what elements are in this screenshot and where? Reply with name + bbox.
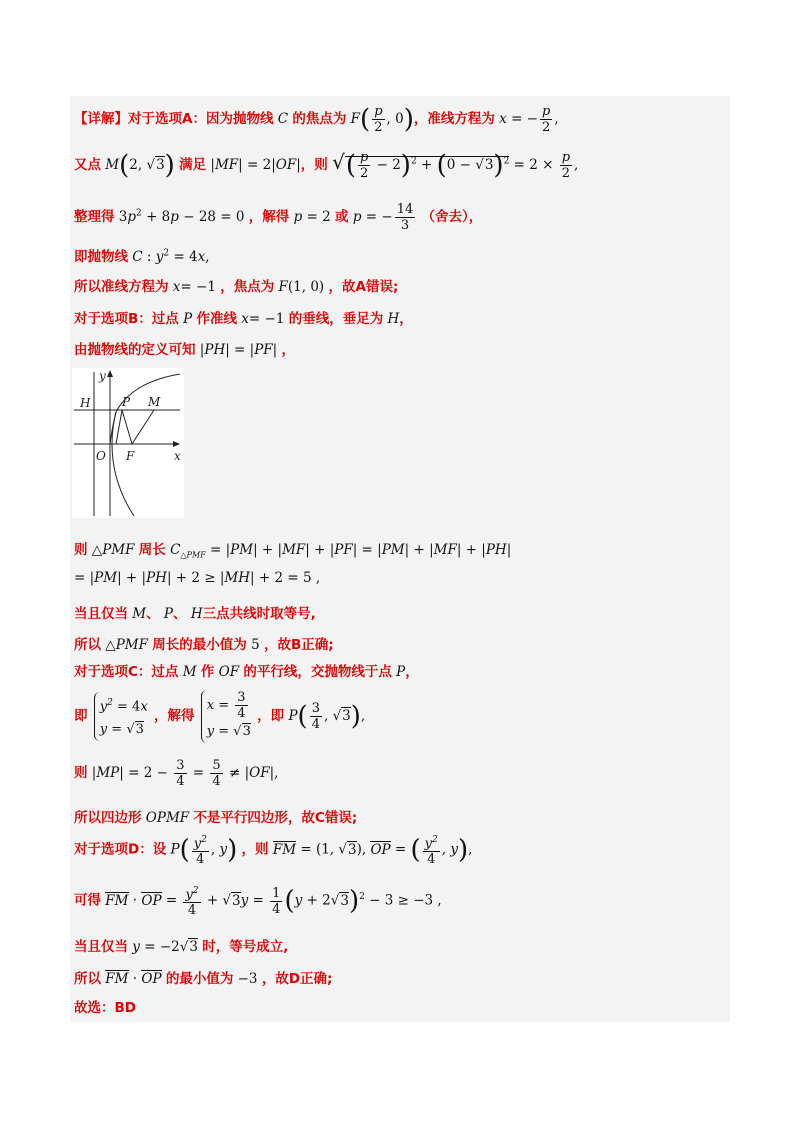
label-m: M: [148, 395, 161, 409]
line-7: 由抛物线的定义可知 |PH| = |PF| ，: [74, 342, 296, 358]
figure-background: [72, 368, 184, 518]
label-o: O: [96, 449, 106, 463]
line-3: 整理得 $3p^2 + 8p - 28 = 0$ ，解得 p = 2 或 p = − $\frac{14}{3}$ （舍去），: [74, 202, 483, 233]
line-13: 即 $y^2 = 4x$ y = √3 ，解得 x = $\frac{3}{4}$ y = √3 ，即 P( $\frac{3}{4}$ , √3),: [74, 690, 365, 743]
line-2: 又点 M(2, √3) 满足 |MF| = 2|OF|，则 √( $\frac{p}{2}$ − $2)^2 + (0 - √3)^2 = 2$ × $\frac{p}{2}$ ,: [74, 150, 579, 181]
label-h: H: [80, 396, 91, 410]
line-9: = |PM| + |PH| + 2 ≥ |MH| + 2 = 5 ,: [74, 570, 321, 586]
system-equations: $y^2 = 4x$ y = √3: [94, 692, 148, 740]
line-19: 所以 FM · OP 的最小值为 −3 ，故D正确;: [74, 971, 333, 987]
label-p: P: [122, 395, 131, 409]
line-1: 【详解】对于选项A：因为抛物线 C 的焦点为 F( $\frac{p}{2}$ , 0)，准线方程为 x = − $\frac{p}{2}$ ,: [74, 104, 559, 135]
line-20: 故选：BD: [74, 1000, 136, 1016]
line-11: 所以 △PMF 周长的最小值为 5 ，故B正确;: [74, 637, 334, 653]
line-18: 当且仅当 y = −2√3 时，等号成立,: [74, 939, 289, 955]
line-5: 所以准线方程为 x= −1 ，焦点为 F(1, 0) ，故A错误;: [74, 279, 399, 295]
line-14: 则 |MP| = 2 − $\frac{3}{4}$ = $\frac{5}{4}$ ≠ |OF|,: [74, 758, 279, 789]
line-6: 对于选项B：过点 P 作准线 x= −1 的垂线，垂足为 H，: [74, 311, 413, 327]
line-4: 即抛物线 C : $y^2 = 4x$,: [74, 248, 210, 265]
label-f: F: [126, 449, 135, 463]
label-y: y: [99, 369, 106, 383]
parabola-figure: [72, 368, 184, 518]
line-12: 对于选项C：过点 M 作 OF 的平行线，交抛物线于点 P，: [74, 664, 419, 680]
system-solution: x = $\frac{3}{4}$ y = √3: [201, 690, 251, 743]
line-15: 所以四边形 OPMF 不是平行四边形，故C错误;: [74, 810, 358, 826]
line-17: 可得 FM · OP = $\frac{y^2}{4}$ + √3y = $\frac{1}{4}$ $(y + 2√3)^2 - 3 \ge -3$ ,: [74, 885, 442, 919]
label-x: x: [174, 449, 181, 463]
line-10: 当且仅当 M、 P、 H三点共线时取等号,: [74, 606, 316, 622]
line-16: 对于选项D：设 P( $\frac{y^2}{4}$ , y) ，则 FM = (1, √3), OP = ( $\frac{y^2}{4}$ , y),: [74, 835, 473, 868]
line-8: 则 △PMF 周长 $C_{\triangle PMF} = |PM| + |MF| + |PF| = |PM| + |MF| + |PH|$: [74, 542, 512, 560]
